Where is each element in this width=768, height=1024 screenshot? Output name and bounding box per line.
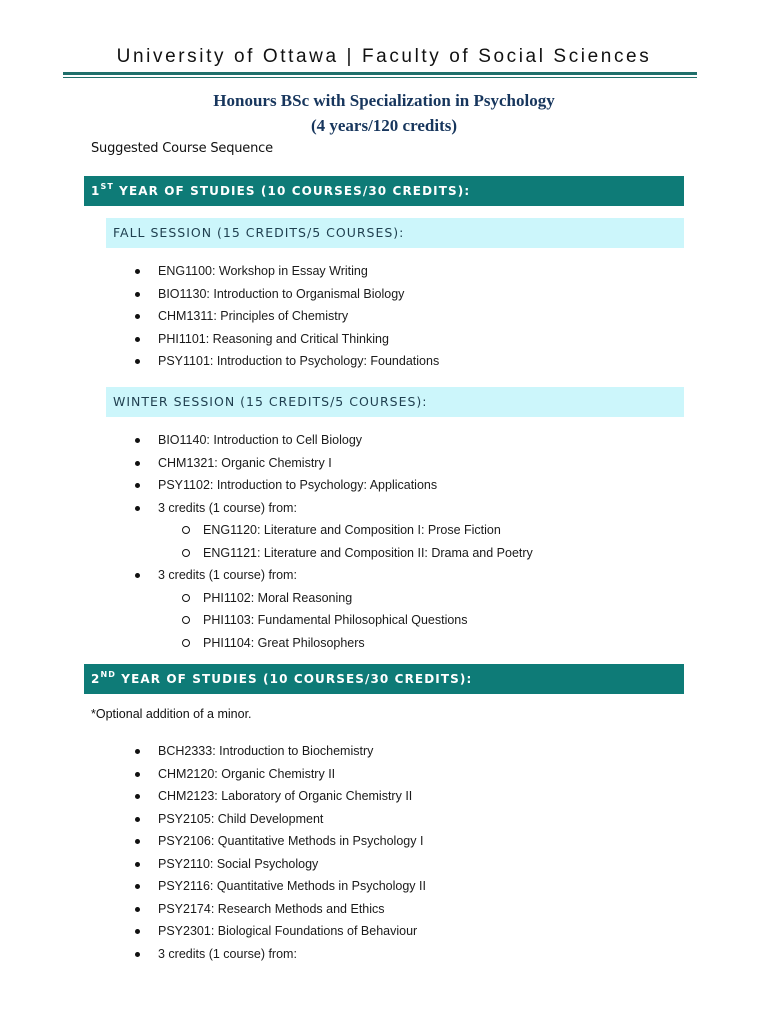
fall-session-heading: FALL SESSION (15 CREDITS/5 COURSES): [106, 218, 684, 248]
list-item: PSY2301: Biological Foundations of Behaviour [0, 920, 426, 943]
list-item: CHM2123: Laboratory of Organic Chemistry II [0, 785, 426, 808]
year-2-heading [84, 664, 684, 694]
winter-course-list [0, 429, 533, 654]
list-item: CHM1321: Organic Chemistry I [0, 452, 533, 475]
list-item: PHI1101: Reasoning and Critical Thinking [0, 328, 439, 351]
page-header-title: University of Ottawa | Faculty of Social Sciences [116, 46, 652, 67]
list-item: 3 credits (1 course) from: [0, 943, 426, 966]
list-item: PSY2105: Child Development [0, 808, 426, 831]
list-item: PSY2110: Social Psychology [0, 853, 426, 876]
program-title: Honours BSc with Specialization in Psychology [213, 91, 555, 110]
year-2-number: 2 [91, 672, 101, 686]
list-item: PSY1101: Introduction to Psychology: Foundations [0, 350, 439, 373]
year-1-ordinal: ST [100, 182, 114, 191]
minor-note: *Optional addition of a minor. [91, 707, 252, 721]
year-1-number: 1 [91, 184, 101, 198]
sub-list-item: ENG1121: Literature and Composition II: Drama and Poetry [0, 542, 533, 565]
course-sequence-label: Suggested Course Sequence [91, 141, 273, 156]
year-2-label: YEAR OF STUDIES (10 COURSES/30 CREDITS): [116, 672, 473, 686]
sub-list-item: PHI1102: Moral Reasoning [0, 587, 533, 610]
sub-list-item: PHI1103: Fundamental Philosophical Questions [0, 609, 533, 632]
fall-course-list [0, 260, 439, 373]
list-item: PSY2106: Quantitative Methods in Psychology I [0, 830, 426, 853]
winter-session-heading: WINTER SESSION (15 CREDITS/5 COURSES): [106, 387, 684, 417]
header-rule-thin [63, 77, 697, 78]
year-2-ordinal: ND [100, 670, 116, 679]
year-1-heading [84, 176, 684, 206]
list-item: ENG1100: Workshop in Essay Writing [0, 260, 439, 283]
list-item: BCH2333: Introduction to Biochemistry [0, 740, 426, 763]
list-item: PSY1102: Introduction to Psychology: Applications [0, 474, 533, 497]
list-item: BIO1130: Introduction to Organismal Biology [0, 283, 439, 306]
program-credits: (4 years/120 credits) [310, 116, 458, 135]
year-2-course-list [0, 740, 426, 965]
sub-list-item: PHI1104: Great Philosophers [0, 632, 533, 655]
list-item: PSY2174: Research Methods and Ethics [0, 898, 426, 921]
sub-list-item: ENG1120: Literature and Composition I: Prose Fiction [0, 519, 533, 542]
list-item: 3 credits (1 course) from: [0, 564, 533, 587]
list-item: CHM1311: Principles of Chemistry [0, 305, 439, 328]
list-item: 3 credits (1 course) from: [0, 497, 533, 520]
year-1-label: YEAR OF STUDIES (10 COURSES/30 CREDITS): [113, 184, 471, 198]
list-item: CHM2120: Organic Chemistry II [0, 763, 426, 786]
header-rule-thick [63, 72, 697, 75]
list-item: BIO1140: Introduction to Cell Biology [0, 429, 533, 452]
list-item: PSY2116: Quantitative Methods in Psychology II [0, 875, 426, 898]
